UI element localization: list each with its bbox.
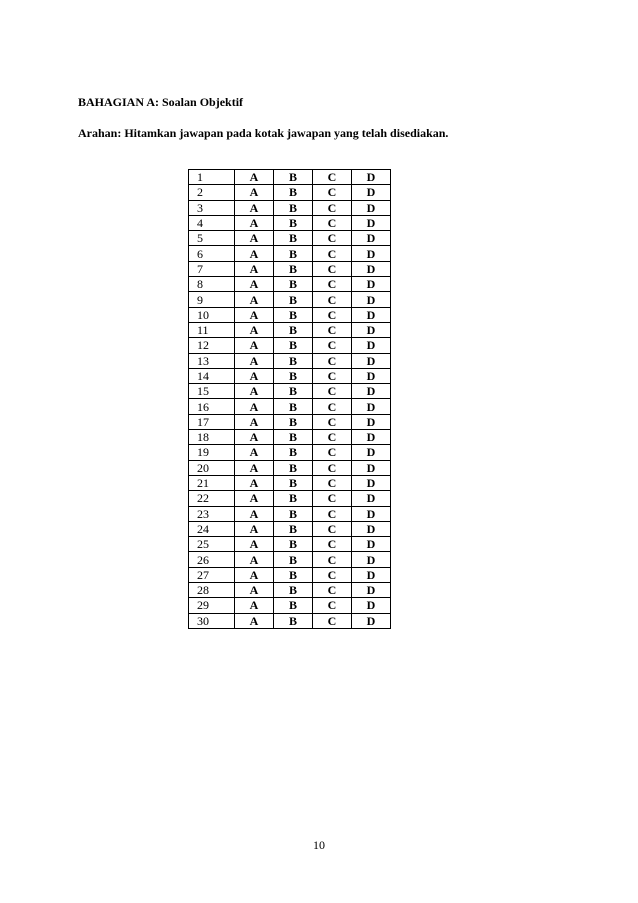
answer-option-b[interactable]: B xyxy=(274,521,313,536)
answer-option-d[interactable]: D xyxy=(352,567,391,582)
answer-row xyxy=(189,583,391,598)
question-number: 27 xyxy=(189,567,235,582)
answer-row xyxy=(189,521,391,536)
answer-option-a[interactable]: A xyxy=(235,307,274,322)
answer-option-d[interactable]: D xyxy=(352,414,391,429)
answer-option-c[interactable]: C xyxy=(313,567,352,582)
answer-option-d[interactable]: D xyxy=(352,552,391,567)
answer-option-b[interactable]: B xyxy=(274,414,313,429)
answer-option-b[interactable]: B xyxy=(274,185,313,200)
answer-option-c[interactable]: C xyxy=(313,338,352,353)
question-number: 20 xyxy=(189,460,235,475)
answer-row xyxy=(189,261,391,276)
question-number: 13 xyxy=(189,353,235,368)
answer-option-a[interactable]: A xyxy=(235,200,274,215)
section-heading: BAHAGIAN A: Soalan Objektif xyxy=(78,95,244,109)
answer-option-d[interactable]: D xyxy=(352,445,391,460)
answer-option-a[interactable]: A xyxy=(235,506,274,521)
answer-option-c[interactable]: C xyxy=(313,613,352,628)
question-number: 15 xyxy=(189,384,235,399)
answer-option-a[interactable]: A xyxy=(235,353,274,368)
answer-option-a[interactable]: A xyxy=(235,231,274,246)
answer-option-a[interactable]: A xyxy=(235,384,274,399)
answer-option-c[interactable]: C xyxy=(313,231,352,246)
answer-option-c[interactable]: C xyxy=(313,598,352,613)
answer-option-c[interactable]: C xyxy=(313,185,352,200)
answer-option-a[interactable]: A xyxy=(235,475,274,490)
question-number: 9 xyxy=(189,292,235,307)
answer-option-d[interactable]: D xyxy=(352,292,391,307)
answer-option-c[interactable]: C xyxy=(313,322,352,337)
answer-option-a[interactable]: A xyxy=(235,322,274,337)
answer-option-a[interactable]: A xyxy=(235,552,274,567)
answer-option-c[interactable]: C xyxy=(313,521,352,536)
answer-option-a[interactable]: A xyxy=(235,460,274,475)
answer-option-b[interactable]: B xyxy=(274,567,313,582)
answer-option-d[interactable]: D xyxy=(352,430,391,445)
answer-option-c[interactable]: C xyxy=(313,552,352,567)
answer-option-c[interactable]: C xyxy=(313,353,352,368)
answer-option-b[interactable]: B xyxy=(274,491,313,506)
answer-option-b[interactable]: B xyxy=(274,506,313,521)
answer-option-d[interactable]: D xyxy=(352,583,391,598)
answer-option-c[interactable]: C xyxy=(313,491,352,506)
answer-row xyxy=(189,445,391,460)
question-number: 3 xyxy=(189,200,235,215)
answer-option-c[interactable]: C xyxy=(313,445,352,460)
answer-option-d[interactable]: D xyxy=(352,185,391,200)
answer-option-b[interactable]: B xyxy=(274,430,313,445)
answer-table xyxy=(188,169,391,629)
answer-option-c[interactable]: C xyxy=(313,384,352,399)
answer-option-a[interactable]: A xyxy=(235,292,274,307)
answer-option-b[interactable]: B xyxy=(274,231,313,246)
answer-option-c[interactable]: C xyxy=(313,430,352,445)
answer-option-b[interactable]: B xyxy=(274,170,313,185)
answer-option-d[interactable]: D xyxy=(352,598,391,613)
answer-row xyxy=(189,414,391,429)
answer-option-c[interactable]: C xyxy=(313,475,352,490)
answer-row xyxy=(189,215,391,230)
answer-option-a[interactable]: A xyxy=(235,521,274,536)
answer-row xyxy=(189,399,391,414)
question-number: 14 xyxy=(189,368,235,383)
answer-option-a[interactable]: A xyxy=(235,215,274,230)
question-number: 8 xyxy=(189,277,235,292)
answer-option-b[interactable]: B xyxy=(274,552,313,567)
answer-option-c[interactable]: C xyxy=(313,277,352,292)
question-number: 5 xyxy=(189,231,235,246)
answer-row xyxy=(189,322,391,337)
answer-row xyxy=(189,491,391,506)
question-number: 18 xyxy=(189,430,235,445)
answer-option-b[interactable]: B xyxy=(274,537,313,552)
question-number: 4 xyxy=(189,215,235,230)
question-number: 2 xyxy=(189,185,235,200)
answer-option-d[interactable]: D xyxy=(352,491,391,506)
answer-option-d[interactable]: D xyxy=(352,368,391,383)
question-number: 10 xyxy=(189,307,235,322)
answer-row xyxy=(189,613,391,628)
answer-option-d[interactable]: D xyxy=(352,460,391,475)
answer-option-b[interactable]: B xyxy=(274,445,313,460)
answer-option-b[interactable]: B xyxy=(274,292,313,307)
answer-row xyxy=(189,353,391,368)
answer-option-b[interactable]: B xyxy=(274,200,313,215)
answer-row xyxy=(189,460,391,475)
question-number: 29 xyxy=(189,598,235,613)
question-number: 6 xyxy=(189,246,235,261)
answer-row xyxy=(189,552,391,567)
answer-option-a[interactable]: A xyxy=(235,399,274,414)
page-number: 10 xyxy=(313,838,325,852)
answer-option-d[interactable]: D xyxy=(352,246,391,261)
answer-option-a[interactable]: A xyxy=(235,445,274,460)
answer-row xyxy=(189,475,391,490)
answer-option-a[interactable]: A xyxy=(235,567,274,582)
question-number: 12 xyxy=(189,338,235,353)
answer-option-c[interactable]: C xyxy=(313,307,352,322)
answer-option-c[interactable]: C xyxy=(313,583,352,598)
answer-option-d[interactable]: D xyxy=(352,353,391,368)
answer-option-a[interactable]: A xyxy=(235,277,274,292)
answer-option-a[interactable]: A xyxy=(235,537,274,552)
answer-option-c[interactable]: C xyxy=(313,506,352,521)
answer-option-c[interactable]: C xyxy=(313,246,352,261)
answer-option-d[interactable]: D xyxy=(352,307,391,322)
answer-option-d[interactable]: D xyxy=(352,613,391,628)
answer-row xyxy=(189,200,391,215)
answer-row xyxy=(189,231,391,246)
answer-option-d[interactable]: D xyxy=(352,475,391,490)
answer-option-a[interactable]: A xyxy=(235,338,274,353)
answer-option-b[interactable]: B xyxy=(274,399,313,414)
answer-option-b[interactable]: B xyxy=(274,307,313,322)
answer-option-b[interactable]: B xyxy=(274,246,313,261)
answer-option-a[interactable]: A xyxy=(235,170,274,185)
answer-option-c[interactable]: C xyxy=(313,368,352,383)
question-number: 24 xyxy=(189,521,235,536)
answer-option-b[interactable]: B xyxy=(274,322,313,337)
question-number: 16 xyxy=(189,399,235,414)
answer-row xyxy=(189,292,391,307)
answer-option-b[interactable]: B xyxy=(274,598,313,613)
question-number: 22 xyxy=(189,491,235,506)
question-number: 7 xyxy=(189,261,235,276)
question-number: 21 xyxy=(189,475,235,490)
question-number: 11 xyxy=(189,322,235,337)
answer-option-b[interactable]: B xyxy=(274,475,313,490)
answer-row xyxy=(189,307,391,322)
answer-option-a[interactable]: A xyxy=(235,368,274,383)
question-number: 30 xyxy=(189,613,235,628)
answer-row xyxy=(189,384,391,399)
answer-row xyxy=(189,537,391,552)
section-instruction: Arahan: Hitamkan jawapan pada kotak jawapan yang telah disediakan. xyxy=(78,126,449,140)
answer-option-d[interactable]: D xyxy=(352,277,391,292)
answer-option-d[interactable]: D xyxy=(352,521,391,536)
answer-option-c[interactable]: C xyxy=(313,170,352,185)
question-number: 25 xyxy=(189,537,235,552)
answer-row xyxy=(189,567,391,582)
answer-option-b[interactable]: B xyxy=(274,338,313,353)
answer-row xyxy=(189,246,391,261)
answer-row xyxy=(189,598,391,613)
answer-table-body xyxy=(189,170,391,629)
answer-option-c[interactable]: C xyxy=(313,215,352,230)
answer-option-c[interactable]: C xyxy=(313,200,352,215)
answer-option-a[interactable]: A xyxy=(235,430,274,445)
question-number: 17 xyxy=(189,414,235,429)
answer-option-d[interactable]: D xyxy=(352,537,391,552)
answer-option-c[interactable]: C xyxy=(313,460,352,475)
answer-option-d[interactable]: D xyxy=(352,399,391,414)
answer-option-c[interactable]: C xyxy=(313,537,352,552)
question-number: 1 xyxy=(189,170,235,185)
answer-option-d[interactable]: D xyxy=(352,231,391,246)
answer-option-a[interactable]: A xyxy=(235,613,274,628)
answer-option-c[interactable]: C xyxy=(313,414,352,429)
answer-row xyxy=(189,506,391,521)
answer-option-b[interactable]: B xyxy=(274,368,313,383)
answer-row xyxy=(189,185,391,200)
answer-option-a[interactable]: A xyxy=(235,414,274,429)
answer-option-a[interactable]: A xyxy=(235,185,274,200)
answer-option-b[interactable]: B xyxy=(274,460,313,475)
answer-option-b[interactable]: B xyxy=(274,384,313,399)
answer-option-d[interactable]: D xyxy=(352,200,391,215)
answer-option-b[interactable]: B xyxy=(274,583,313,598)
answer-option-a[interactable]: A xyxy=(235,583,274,598)
answer-option-d[interactable]: D xyxy=(352,506,391,521)
answer-option-b[interactable]: B xyxy=(274,261,313,276)
answer-option-b[interactable]: B xyxy=(274,215,313,230)
answer-option-b[interactable]: B xyxy=(274,613,313,628)
answer-option-a[interactable]: A xyxy=(235,261,274,276)
question-number: 23 xyxy=(189,506,235,521)
answer-option-a[interactable]: A xyxy=(235,598,274,613)
answer-option-d[interactable]: D xyxy=(352,261,391,276)
answer-row xyxy=(189,368,391,383)
answer-option-c[interactable]: C xyxy=(313,399,352,414)
answer-option-a[interactable]: A xyxy=(235,246,274,261)
answer-option-d[interactable]: D xyxy=(352,170,391,185)
answer-row xyxy=(189,277,391,292)
question-number: 26 xyxy=(189,552,235,567)
answer-option-d[interactable]: D xyxy=(352,215,391,230)
question-number: 28 xyxy=(189,583,235,598)
answer-option-c[interactable]: C xyxy=(313,292,352,307)
answer-row xyxy=(189,170,391,185)
answer-option-a[interactable]: A xyxy=(235,491,274,506)
answer-row xyxy=(189,338,391,353)
answer-row xyxy=(189,430,391,445)
answer-option-c[interactable]: C xyxy=(313,261,352,276)
answer-option-d[interactable]: D xyxy=(352,322,391,337)
answer-option-b[interactable]: B xyxy=(274,277,313,292)
answer-option-d[interactable]: D xyxy=(352,338,391,353)
answer-option-d[interactable]: D xyxy=(352,384,391,399)
question-number: 19 xyxy=(189,445,235,460)
answer-option-b[interactable]: B xyxy=(274,353,313,368)
